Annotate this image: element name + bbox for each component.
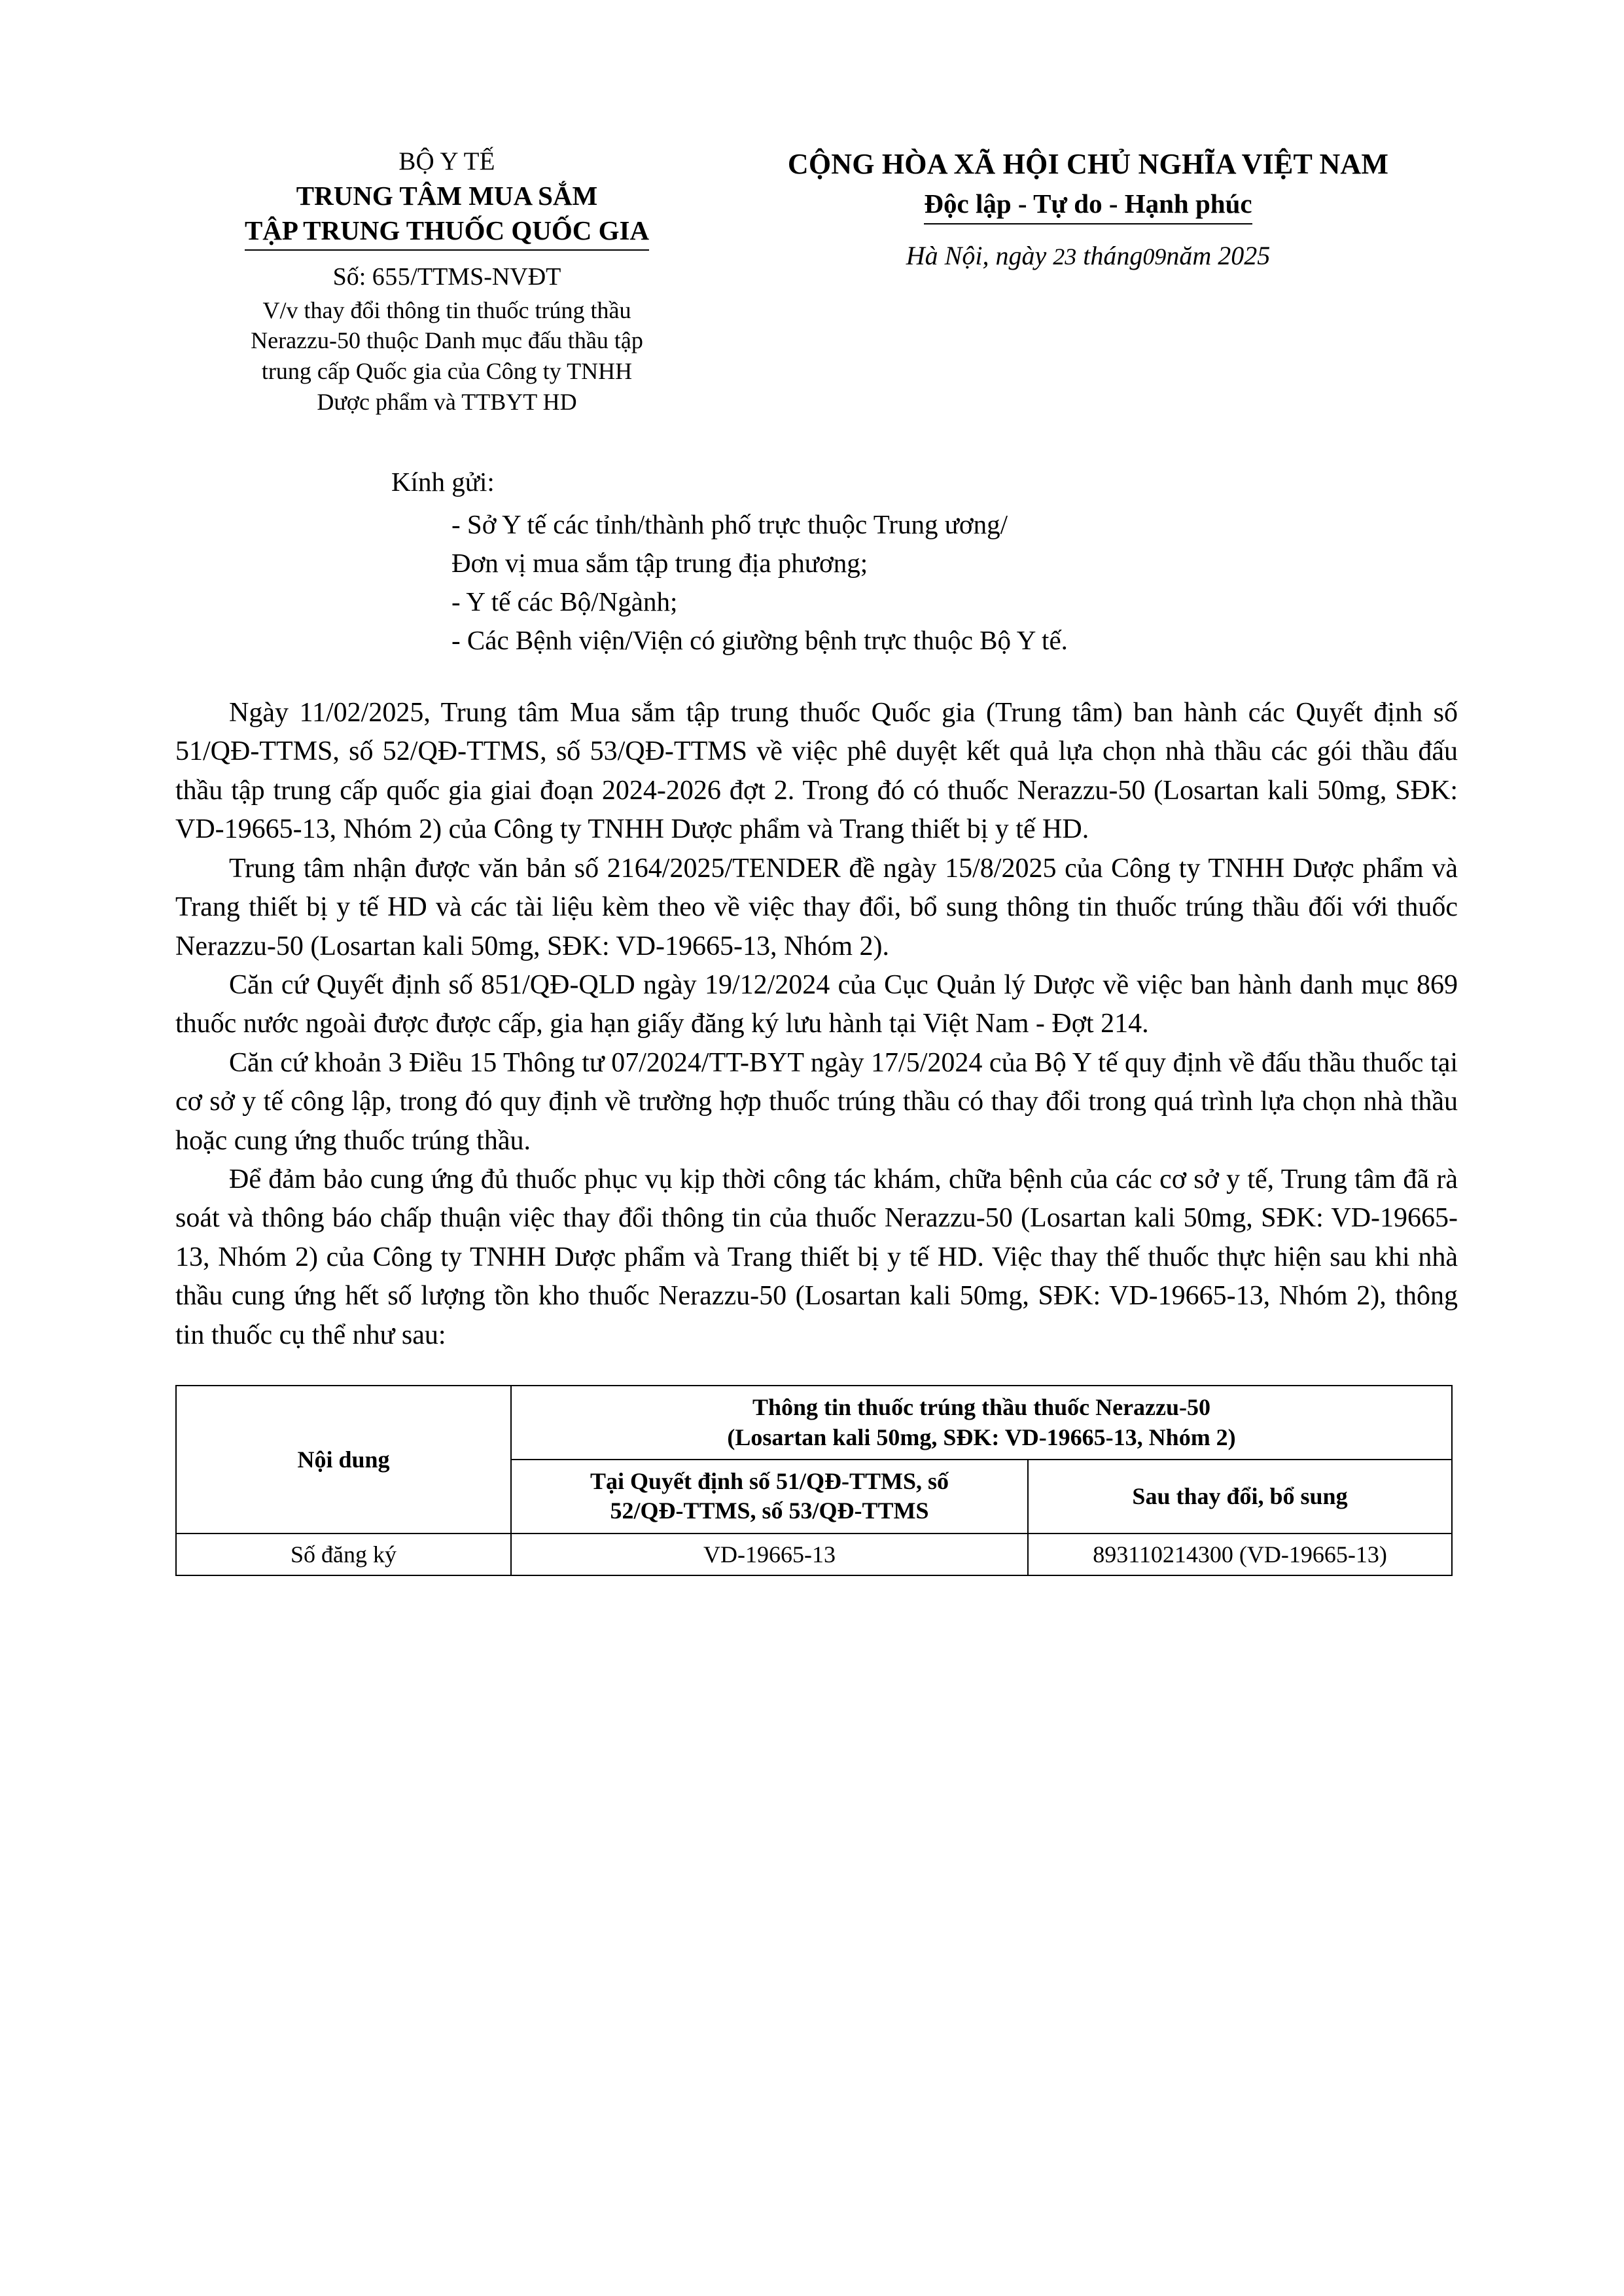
header-right-block xyxy=(718,145,1458,273)
table-after-header: Sau thay đổi, bổ sung xyxy=(1028,1460,1452,1534)
table-before-header-line1: Tại Quyết định số 51/QĐ-TTMS, số xyxy=(590,1467,949,1494)
drug-info-table xyxy=(175,1385,1453,1575)
table-row xyxy=(176,1534,1452,1575)
recipient-item-1-cont: Đơn vị mua sắm tập trung địa phương; xyxy=(451,547,868,578)
place-label: Hà Nội, ngày xyxy=(906,241,1047,271)
table-row-after-value: 893110214300 (VD-19665-13) xyxy=(1028,1534,1452,1575)
subject-line-4: Dược phẩm và TTBYT HD xyxy=(317,389,577,416)
document-content xyxy=(175,145,1458,1576)
ministry-name: BỘ Y TẾ xyxy=(398,147,495,175)
table-row-before-value: VD-19665-13 xyxy=(511,1534,1028,1575)
document-number-label: Số: xyxy=(332,263,366,291)
body-paragraph-1: Ngày 11/02/2025, Trung tâm Mua sắm tập trung thuốc Quốc gia (Trung tâm) ban hành các Quyết định số 51/QĐ-TTMS, số 52/QĐ-TTMS, số 53/QĐ-TTMS về việc phê duyệt kết quả lựa chọn nhà thầu các gói thầu đấu thầu tập trung cấp quốc gia giai đoạn 2024-2026 đợt 2. Trong đó có thuốc Nerazzu-50 (Losartan kali 50mg, SĐK: VD-19665-13, Nhóm 2) của Công ty TNHH Dược phẩm và Trang thiết bị y tế HD. xyxy=(175,697,1458,845)
header-left-block xyxy=(175,145,718,418)
subject-line-1: V/v thay đổi thông tin thuốc trúng thầu xyxy=(262,296,631,323)
document-number-value: 655 xyxy=(372,263,411,291)
national-title: CỘNG HÒA XÃ HỘI CHỦ NGHĨA VIỆT NAM xyxy=(787,148,1389,180)
subject-line-2: Nerazzu-50 thuộc Danh mục đấu thầu tập xyxy=(251,327,643,354)
table-main-header xyxy=(511,1386,1452,1460)
table-main-header-line2: (Losartan kali 50mg, SĐK: VD-19665-13, Nhóm 2) xyxy=(727,1424,1236,1450)
center-name-underline: TẬP TRUNG THUỐC QUỐC GIA xyxy=(245,213,649,251)
table-main-header-line1: Thông tin thuốc trúng thầu thuốc Nerazzu-50 xyxy=(752,1394,1211,1421)
place-and-date xyxy=(718,239,1458,273)
document-subject xyxy=(175,295,718,418)
body-paragraph-4: Căn cứ khoản 3 Điều 15 Thông tư 07/2024/TT-BYT ngày 17/5/2024 của Bộ Y tế quy định về đấu thầu thuốc tại cơ sở y tế công lập, trong đó quy định về trường hợp thuốc trúng thầu có thay đổi trong quá trình lựa chọn nhà thầu hoặc cung ứng thuốc trúng thầu. xyxy=(175,1047,1458,1156)
document-body xyxy=(175,694,1458,1355)
recipient-item-3: - Các Bệnh viện/Viện có giường bệnh trực thuộc Bộ Y tế. xyxy=(451,624,1068,655)
center-name-line2 xyxy=(175,213,718,251)
body-paragraph-3: Căn cứ Quyết định số 851/QĐ-QLD ngày 19/12/2024 của Cục Quản lý Dược về việc ban hành danh mục 869 thuốc nước ngoài được được cấp, gia hạn giấy đăng ký lưu hành tại Việt Nam - Đợt 214. xyxy=(175,969,1458,1039)
year-label: năm xyxy=(1166,241,1212,271)
document-number xyxy=(175,261,718,293)
table-row-label: Số đăng ký xyxy=(176,1534,511,1575)
document-number-suffix: /TTMS-NVĐT xyxy=(410,263,561,291)
document-header xyxy=(175,145,1458,418)
date-month: 09 xyxy=(1142,243,1167,270)
recipient-item-1: - Sở Y tế các tỉnh/thành phố trực thuộc Trung ương/ xyxy=(451,509,1008,539)
table-before-header-line2: 52/QĐ-TTMS, số 53/QĐ-TTMS xyxy=(610,1498,929,1524)
drug-info-table-wrapper xyxy=(175,1385,1458,1575)
subject-line-3: trung cấp Quốc gia của Công ty TNHH xyxy=(261,358,633,385)
body-paragraph-5: Để đảm bảo cung ứng đủ thuốc phục vụ kịp thời công tác khám, chữa bệnh của các cơ sở y tế, Trung tâm đã rà soát và thông báo chấp thuận việc thay đổi thông tin của thuốc Nerazzu-50 (Losartan kali 50mg, SĐK: VD-19665-13, Nhóm 2) của Công ty TNHH Dược phẩm và Trang thiết bị y tế HD. Việc thay thế thuốc thực hiện sau khi nhà thầu cung ứng hết số lượng tồn kho thuốc Nerazzu-50 (Losartan kali 50mg, SĐK: VD-19665-13, Nhóm 2), thông tin thuốc cụ thể như sau: xyxy=(175,1164,1458,1350)
recipient-item-2: - Y tế các Bộ/Ngành; xyxy=(451,586,678,617)
month-label: tháng xyxy=(1083,241,1143,271)
center-name-line1: TRUNG TÂM MUA SẮM xyxy=(296,180,598,211)
date-day: 23 xyxy=(1053,243,1077,270)
recipients-list xyxy=(175,505,1458,660)
national-motto-underline: Độc lập - Tự do - Hạnh phúc xyxy=(924,186,1252,224)
table-before-header xyxy=(511,1460,1028,1534)
table-header-row-1 xyxy=(176,1386,1452,1460)
body-paragraph-2: Trung tâm nhận được văn bản số 2164/2025/TENDER đề ngày 15/8/2025 của Công ty TNHH Dược phẩm và Trang thiết bị y tế HD và các tài liệu kèm theo về việc thay đổi, bổ sung thông tin thuốc trúng thầu đối với thuốc Nerazzu-50 (Losartan kali 50mg, SĐK: VD-19665-13, Nhóm 2). xyxy=(175,853,1458,961)
table-col-noidung-header: Nội dung xyxy=(176,1386,511,1533)
recipients-title: Kính gửi: xyxy=(391,466,495,497)
national-motto xyxy=(718,186,1458,224)
date-year: 2025 xyxy=(1218,241,1271,271)
